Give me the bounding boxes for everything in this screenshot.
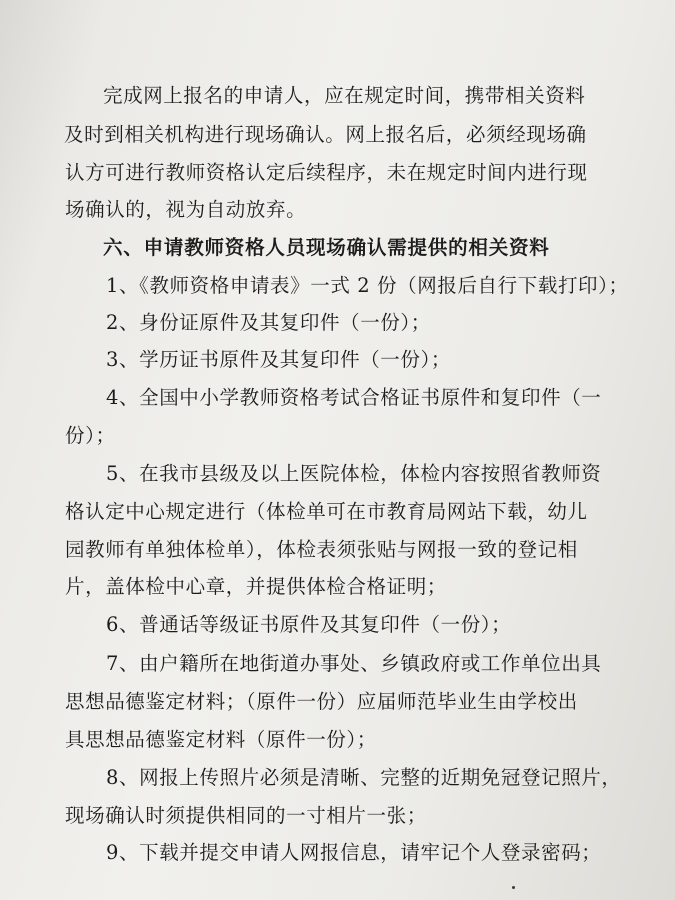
item-6-line-1: 6、普通话等级证书原件及其复印件（一份）； <box>106 613 512 636</box>
item-7-line-2: 思想品德鉴定材料；（原件一份）应届师范毕业生由学校出 <box>65 690 578 713</box>
item-4-line-2: 份）； <box>65 424 116 447</box>
item-3-line-1: 3、学历证书原件及其复印件（一份）； <box>106 348 451 371</box>
item-1-line-1: 1、《教师资格申请表》一式 2 份（网报后自行下载打印）； <box>106 274 629 297</box>
item-7-line-3: 具思想品德鉴定材料（原件一份）； <box>65 728 377 751</box>
item-4-line-1: 4、全国中小学教师资格考试合格证书原件和复印件（一 <box>106 386 602 409</box>
item-7-line-1: 7、由户籍所在地街道办事处、乡镇政府或工作单位出具 <box>106 652 602 675</box>
item-9-line-1: 9、下载并提交申请人网报信息，请牢记个人登录密码； <box>106 841 602 864</box>
section-heading: 六、申请教师资格人员现场确认需提供的相关资料 <box>103 236 550 259</box>
item-8-line-2: 现场确认时须提供相同的一寸相片一张； <box>65 804 427 827</box>
item-5-line-2: 格认定中心规定进行（体检单可在市教育局网站下载，幼儿 <box>65 500 588 523</box>
item-8-line-1: 8、网报上传照片必须是清晰、完整的近期免冠登记照片， <box>106 766 622 789</box>
item-5-line-3: 园教师有单独体检单），体检表须张贴与网报一致的登记相 <box>65 538 578 561</box>
intro-line-2: 及时到相关机构进行现场确认。网上报名后，必须经现场确 <box>64 123 587 146</box>
intro-line-1: 完成网上报名的申请人，应在规定时间，携带相关资料 <box>103 84 586 107</box>
item-5-line-1: 5、在我市县级及以上医院体检，体检内容按照省教师资 <box>106 462 602 485</box>
item-2-line-1: 2、身份证原件及其复印件（一份）； <box>106 311 431 334</box>
intro-line-4: 场确认的，视为自动放弃。 <box>65 198 307 221</box>
ink-speck <box>512 886 515 889</box>
item-5-line-4: 片，盖体检中心章，并提供体检合格证明； <box>65 575 447 598</box>
intro-line-3: 认方可进行教师资格认定后续程序，未在规定时间内进行现 <box>65 161 588 184</box>
